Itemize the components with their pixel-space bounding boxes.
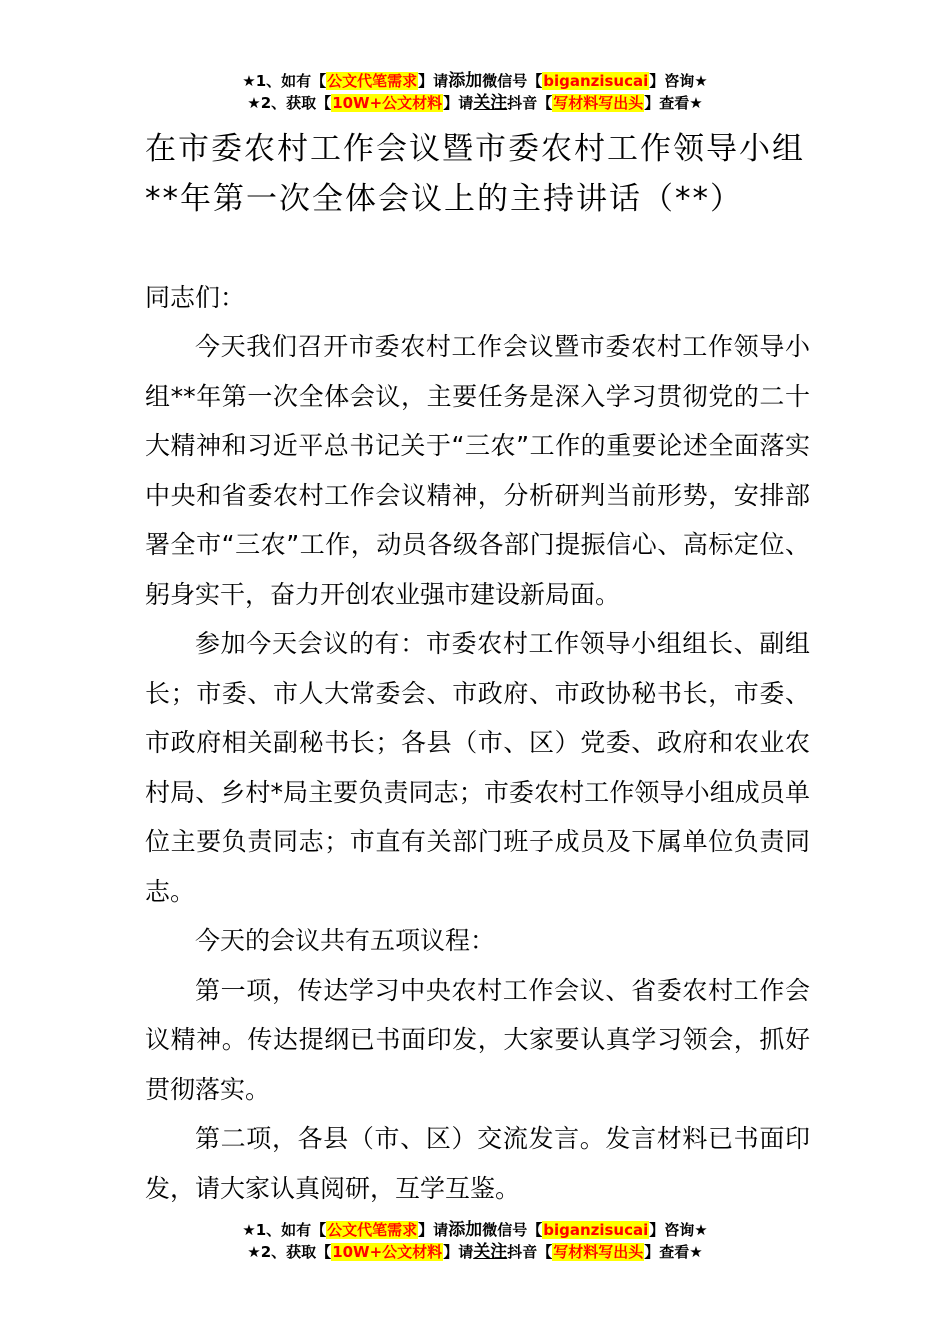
banner-text: 】请 [443, 94, 474, 112]
banner-highlight: 公文代笔需求 [327, 72, 418, 90]
banner-text: 】咨询★ [649, 1221, 708, 1239]
banner-emphasis: 添加 [448, 1220, 483, 1240]
banner-text: 】请 [418, 72, 449, 90]
salutation: 同志们： [145, 283, 246, 312]
paragraph: 参加今天会议的有：市委农村工作领导小组组长、副组长；市委、市人大常委会、市政府、市政协秘书长，市委、市政府相关副秘书长；各县（市、区）党委、政府和农业农村局、乡村*局主要负责同志；市委农村工作领导小组成员单位主要负责同志；市直有关部门班子成员及下属单位负责同志。 [145, 629, 810, 906]
banner-text: ★1、如有【 [242, 72, 327, 90]
banner-text: ★1、如有【 [242, 1221, 327, 1239]
wechat-id-highlight: biganzisucai [543, 72, 649, 90]
banner-text: 】请 [443, 1243, 474, 1261]
paragraph: 今天我们召开市委农村工作会议暨市委农村工作领导小组**年第一次全体会议，主要任务是深入学习贯彻党的二十大精神和习近平总书记关于“三农”工作的重要论述全面落实中央和省委农村工作会议精神，分析研判当前形势，安排部署全市“三农”工作，动员各级各部门提振信心、高标定位、躬身实干，奋力开创农业强市建设新局面。 [145, 332, 810, 609]
paragraph: 第一项，传达学习中央农村工作会议、省委农村工作会议精神。传达提纲已书面印发，大家要认真学习领会，抓好贯彻落实。 [145, 975, 810, 1104]
douyin-id-highlight: 写材料写出头 [553, 1243, 644, 1261]
banner-line-2 [0, 1241, 950, 1263]
banner-highlight: 10W+公文材料 [332, 94, 443, 112]
banner-text: 】请 [418, 1221, 449, 1239]
banner-text: 微信号【 [482, 1221, 543, 1239]
banner-text: 抖音【 [507, 94, 553, 112]
document-body [145, 322, 810, 1213]
banner-text: ★2、获取【 [247, 1243, 332, 1261]
banner-text: 抖音【 [507, 1243, 553, 1261]
banner-text: 】咨询★ [649, 72, 708, 90]
banner-line-1 [0, 1219, 950, 1241]
banner-text: 微信号【 [482, 72, 543, 90]
document-title: 在市委农村工作会议暨市委农村工作领导小组**年第一次全体会议上的主持讲话（**） [145, 131, 805, 217]
douyin-id-highlight: 写材料写出头 [553, 94, 644, 112]
footer-banner [0, 1219, 950, 1263]
wechat-id-highlight: biganzisucai [543, 1221, 649, 1239]
banner-highlight: 公文代笔需求 [327, 1221, 418, 1239]
header-banner [0, 70, 950, 114]
banner-emphasis: 添加 [448, 71, 483, 91]
banner-line-1 [0, 70, 950, 92]
banner-text: 】查看★ [644, 1243, 703, 1261]
banner-text: 】查看★ [644, 94, 703, 112]
banner-text: ★2、获取【 [247, 94, 332, 112]
paragraph: 第二项，各县（市、区）交流发言。发言材料已书面印发，请大家认真阅研，互学互鉴。 [145, 1124, 810, 1203]
banner-highlight: 10W+公文材料 [332, 1243, 443, 1261]
banner-emphasis: 关注 [473, 93, 508, 113]
banner-line-2 [0, 92, 950, 114]
banner-emphasis: 关注 [473, 1242, 508, 1262]
paragraph: 今天的会议共有五项议程： [195, 926, 496, 955]
